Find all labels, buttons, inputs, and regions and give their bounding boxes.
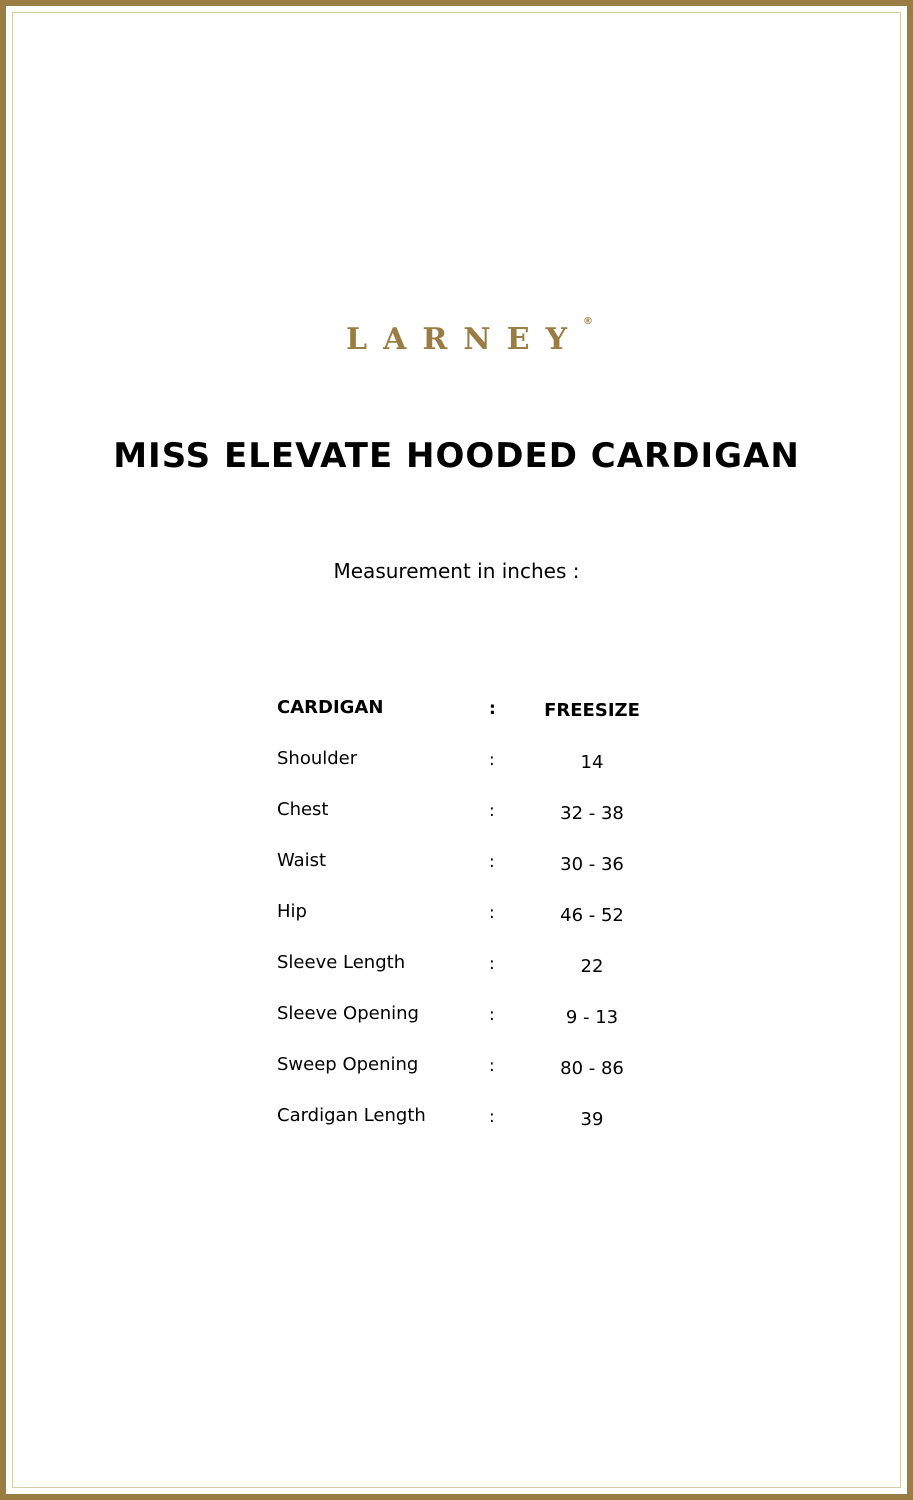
product-title: MISS ELEVATE HOODED CARDIGAN — [113, 436, 800, 476]
row-separator: : — [489, 1056, 495, 1076]
row-label: Sweep Opening — [277, 1054, 419, 1075]
row-label: Sleeve Opening — [277, 1003, 419, 1024]
row-separator: : — [489, 801, 495, 821]
header-label: CARDIGAN — [277, 697, 384, 718]
table-row — [277, 901, 677, 952]
row-label: Cardigan Length — [277, 1105, 426, 1126]
measurement-subtitle: Measurement in inches : — [333, 559, 580, 583]
row-value: 39 — [580, 1109, 604, 1130]
row-value: 46 - 52 — [560, 905, 624, 926]
table-row — [277, 748, 677, 799]
row-label: Shoulder — [277, 748, 358, 769]
table-row — [277, 1105, 677, 1156]
row-value: 32 - 38 — [560, 803, 624, 824]
brand-name: LARNEY — [345, 322, 583, 357]
row-separator: : — [489, 903, 495, 923]
row-separator: : — [489, 852, 495, 872]
row-separator: : — [489, 954, 495, 974]
brand-logo — [0, 316, 913, 357]
header-value: FREESIZE — [544, 700, 640, 721]
table-header — [277, 697, 677, 748]
row-separator: : — [489, 750, 495, 770]
table-row — [277, 1054, 677, 1105]
table-row — [277, 799, 677, 850]
row-label: Waist — [277, 850, 327, 871]
size-table — [277, 697, 677, 1156]
row-label: Hip — [277, 901, 307, 922]
registered-mark: ® — [583, 316, 593, 327]
row-separator: : — [489, 1107, 495, 1127]
table-row — [277, 1003, 677, 1054]
row-separator: : — [489, 1005, 495, 1025]
table-row — [277, 952, 677, 1003]
row-label: Chest — [277, 799, 329, 820]
row-value: 9 - 13 — [565, 1007, 619, 1028]
row-label: Sleeve Length — [277, 952, 406, 973]
header-separator: : — [489, 699, 496, 719]
table-row — [277, 850, 677, 901]
row-value: 80 - 86 — [560, 1058, 624, 1079]
row-value: 14 — [580, 752, 604, 773]
row-value: 30 - 36 — [560, 854, 624, 875]
row-value: 22 — [580, 956, 604, 977]
